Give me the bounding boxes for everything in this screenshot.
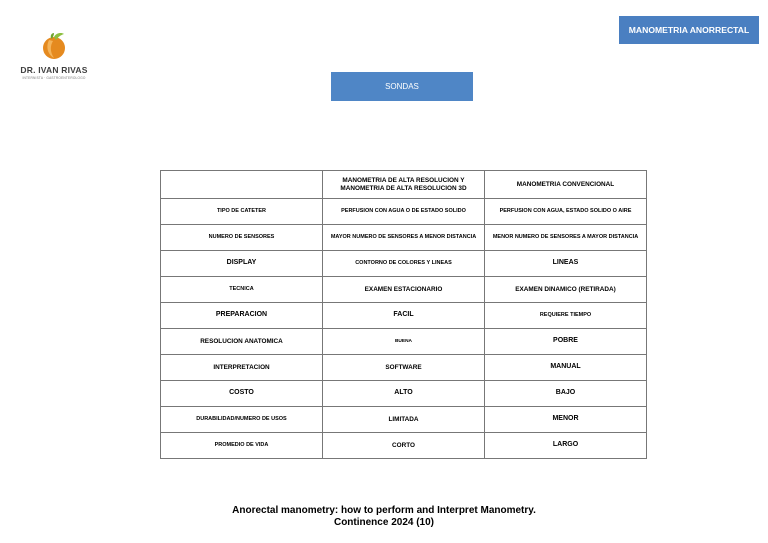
header-badge: MANOMETRIA ANORRECTAL [619,16,759,44]
row-value-hr: FACIL [323,303,485,329]
table-row [161,329,647,355]
row-label: RESOLUCION ANATOMICA [161,329,323,355]
row-label: TECNICA [161,277,323,303]
table-row [161,303,647,329]
row-label: PROMEDIO DE VIDA [161,433,323,459]
row-value-hr: MAYOR NUMERO DE SENSORES A MENOR DISTANCIA [323,225,485,251]
row-value-hr: PERFUSION CON AGUA O DE ESTADO SOLIDO [323,199,485,225]
logo-mark-icon [40,32,68,62]
table-row [161,407,647,433]
row-label: COSTO [161,381,323,407]
logo [18,32,90,82]
table-row [161,225,647,251]
row-value-conventional: MENOR [485,407,647,433]
row-value-hr: CORTO [323,433,485,459]
row-value-conventional: PERFUSION CON AGUA, ESTADO SOLIDO O AIRE [485,199,647,225]
row-value-hr: ALTO [323,381,485,407]
header-cell-conventional: MANOMETRIA CONVENCIONAL [485,171,647,199]
row-value-conventional: REQUIERE TIEMPO [485,303,647,329]
row-label: INTERPRETACION [161,355,323,381]
table-row [161,355,647,381]
row-value-conventional: EXAMEN DINAMICO (RETIRADA) [485,277,647,303]
row-label: DISPLAY [161,251,323,277]
row-label: NUMERO DE SENSORES [161,225,323,251]
row-value-conventional: MANUAL [485,355,647,381]
row-value-hr: BUENA [323,329,485,355]
row-value-hr: LIMITADA [323,407,485,433]
citation-line-1: Anorectal manometry: how to perform and Interpret Manometry. [232,505,536,516]
table-header-row [161,171,647,199]
logo-tagline: INTERNISTA · GASTROENTEROLOGO [22,76,86,80]
row-value-conventional: MENOR NUMERO DE SENSORES A MAYOR DISTANCIA [485,225,647,251]
row-value-hr: EXAMEN ESTACIONARIO [323,277,485,303]
row-label: DURABILIDAD/NUMERO DE USOS [161,407,323,433]
table-row [161,381,647,407]
citation-line-2: Continence 2024 (10) [333,517,435,528]
table-row [161,277,647,303]
row-value-hr: CONTORNO DE COLORES Y LINEAS [323,251,485,277]
row-label: TIPO DE CATETER [161,199,323,225]
row-label: PREPARACION [161,303,323,329]
comparison-table [160,170,647,459]
table-row [161,251,647,277]
section-badge: SONDAS [331,72,473,101]
row-value-conventional: POBRE [485,329,647,355]
header-cell-empty [161,171,323,199]
row-value-conventional: LARGO [485,433,647,459]
table-row [161,199,647,225]
row-value-hr: SOFTWARE [323,355,485,381]
citation [0,505,768,529]
header-cell-hr: MANOMETRIA DE ALTA RESOLUCION Y MANOMETRIA DE ALTA RESOLUCION 3D [323,171,485,199]
logo-name: DR. IVAN RIVAS [20,65,88,75]
table-row [161,433,647,459]
row-value-conventional: BAJO [485,381,647,407]
row-value-conventional: LINEAS [485,251,647,277]
